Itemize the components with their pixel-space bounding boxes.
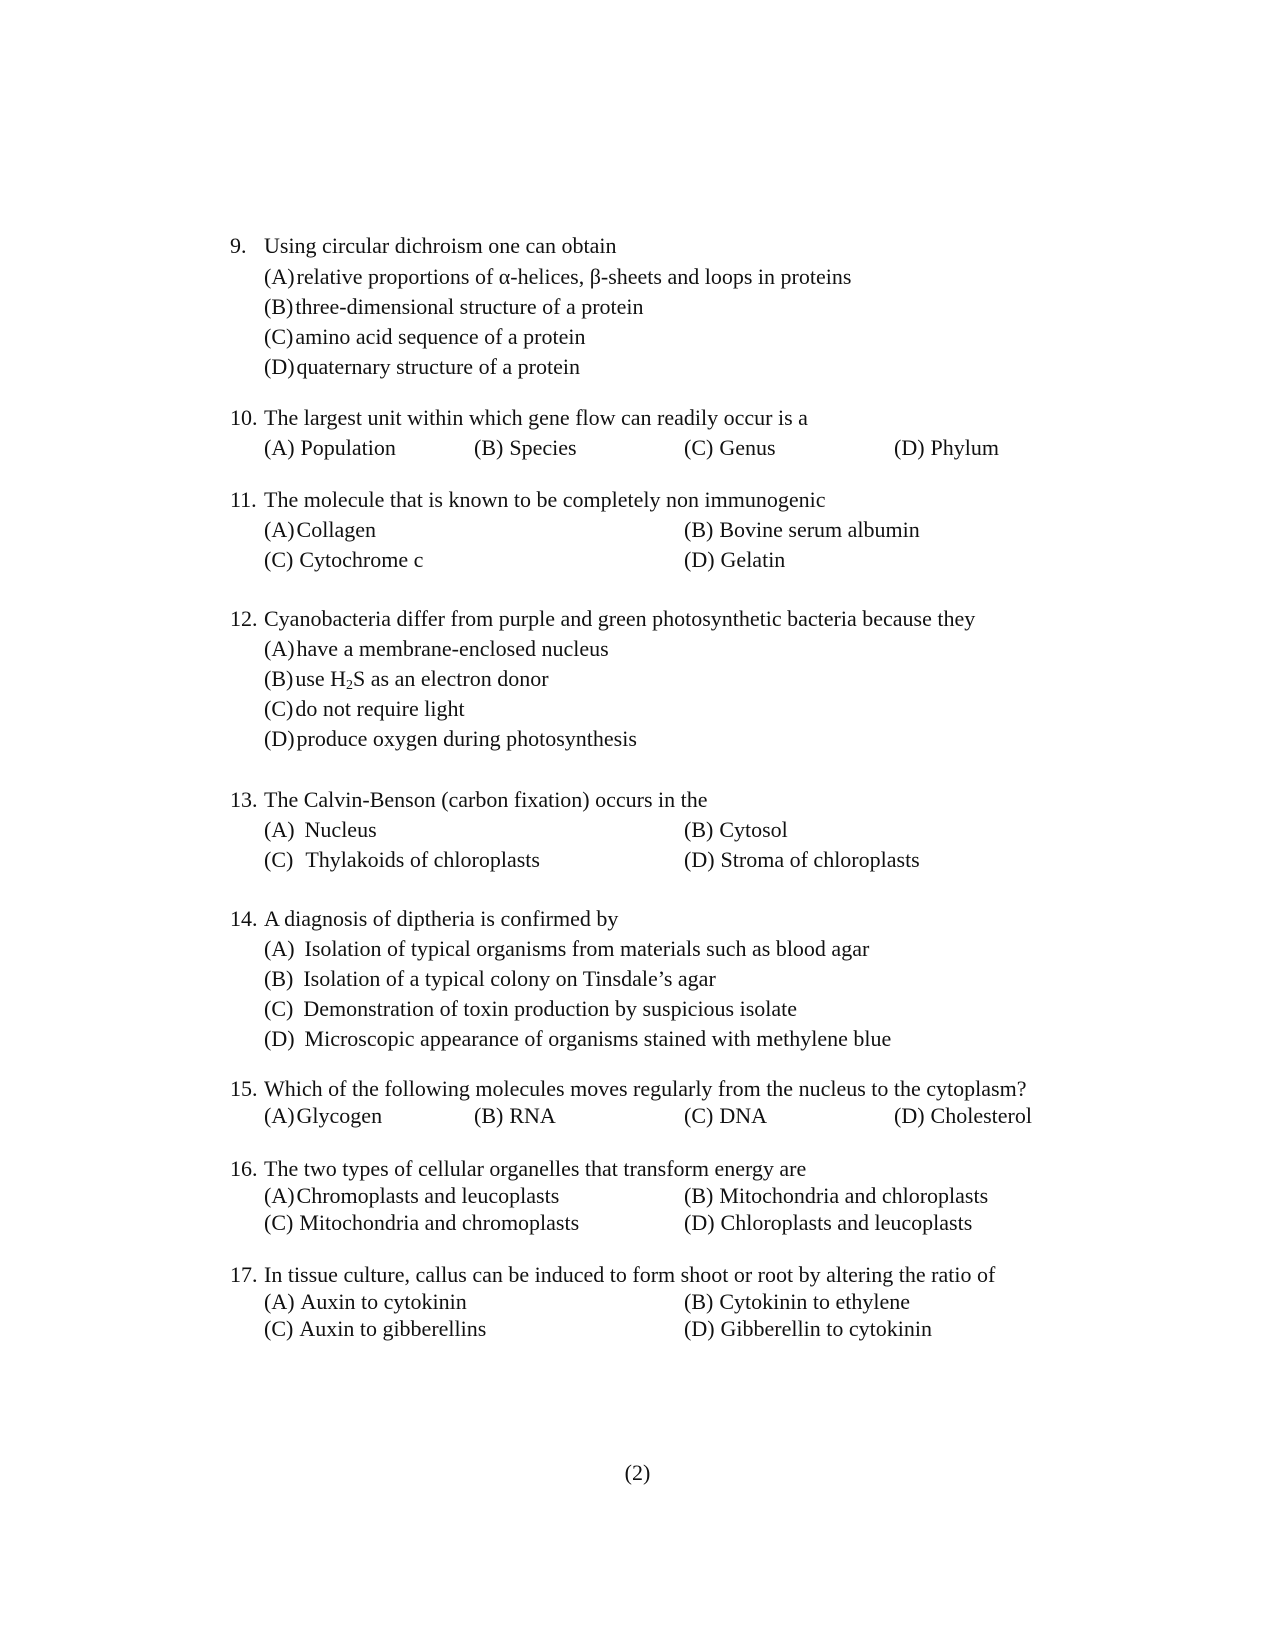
option-a bbox=[264, 936, 869, 962]
option-label: (B) bbox=[264, 966, 294, 991]
page-number: (2) bbox=[624, 1460, 651, 1485]
option-text: Auxin to cytokinin bbox=[300, 1289, 467, 1314]
question-number: 10. bbox=[230, 405, 258, 430]
option-text: Gibberellin to cytokinin bbox=[720, 1316, 932, 1341]
option-label: (D) bbox=[264, 354, 295, 379]
option-label: (D) bbox=[684, 1210, 715, 1235]
option-text: Auxin to gibberellins bbox=[299, 1316, 487, 1341]
option-label: (B) bbox=[684, 1289, 714, 1314]
option-b bbox=[264, 966, 716, 992]
option-a bbox=[264, 264, 851, 290]
option-a bbox=[264, 435, 396, 461]
option-a bbox=[264, 1289, 467, 1315]
question-number: 16. bbox=[230, 1156, 258, 1181]
option-text: Chloroplasts and leucoplasts bbox=[720, 1210, 973, 1235]
option-text: Thylakoids of chloroplasts bbox=[305, 847, 540, 872]
option-d bbox=[684, 1316, 932, 1342]
option-text: Genus bbox=[719, 435, 776, 460]
option-text: Stroma of chloroplasts bbox=[720, 847, 920, 872]
option-text: Nucleus bbox=[304, 817, 377, 842]
option-label: (C) bbox=[264, 996, 294, 1021]
option-label: (C) bbox=[264, 696, 294, 721]
option-a bbox=[264, 1103, 382, 1129]
option-label: (B) bbox=[474, 1103, 504, 1128]
option-b bbox=[474, 435, 577, 461]
question-number: 15. bbox=[230, 1076, 258, 1101]
option-label: (C) bbox=[684, 435, 714, 460]
option-d bbox=[894, 435, 999, 461]
option-a bbox=[264, 1183, 559, 1209]
question-stem: The molecule that is known to be completely non immunogenic bbox=[264, 487, 826, 512]
option-label: (C) bbox=[264, 1210, 294, 1235]
option-c bbox=[264, 847, 540, 873]
option-text: Collagen bbox=[296, 517, 376, 542]
question-number: 9. bbox=[230, 233, 247, 258]
question-number: 14. bbox=[230, 906, 258, 931]
option-label: (D) bbox=[264, 726, 295, 751]
option-text: Cholesterol bbox=[930, 1103, 1032, 1128]
option-d bbox=[684, 547, 785, 573]
option-d bbox=[264, 726, 637, 752]
option-label: (A) bbox=[264, 636, 295, 661]
option-d bbox=[684, 1210, 972, 1236]
option-text: Species bbox=[509, 435, 577, 460]
option-text-post: S as an electron donor bbox=[353, 666, 549, 691]
option-label: (B) bbox=[684, 817, 714, 842]
option-d bbox=[684, 847, 920, 873]
option-label: (C) bbox=[264, 324, 294, 349]
option-c bbox=[264, 1210, 579, 1236]
option-label: (A) bbox=[264, 1183, 295, 1208]
option-label: (A) bbox=[264, 1289, 295, 1314]
option-text: Mitochondria and chloroplasts bbox=[719, 1183, 989, 1208]
option-text: produce oxygen during photosynthesis bbox=[296, 726, 637, 751]
option-label: (C) bbox=[264, 547, 294, 572]
option-a bbox=[264, 517, 376, 543]
option-b bbox=[684, 1289, 910, 1315]
option-b bbox=[264, 294, 644, 320]
option-text: Glycogen bbox=[296, 1103, 383, 1128]
option-text: do not require light bbox=[295, 696, 465, 721]
question-stem: The Calvin-Benson (carbon fixation) occurs in the bbox=[264, 787, 708, 812]
option-label: (B) bbox=[684, 1183, 714, 1208]
option-label: (C) bbox=[684, 1103, 714, 1128]
option-text: Cytosol bbox=[719, 817, 788, 842]
option-text: Bovine serum albumin bbox=[719, 517, 920, 542]
option-b bbox=[474, 1103, 556, 1129]
option-label: (A) bbox=[264, 264, 295, 289]
option-text: Demonstration of toxin production by suspicious isolate bbox=[303, 996, 798, 1021]
option-c bbox=[264, 696, 465, 722]
option-d bbox=[894, 1103, 1032, 1129]
option-text: have a membrane-enclosed nucleus bbox=[296, 636, 609, 661]
option-text: Phylum bbox=[930, 435, 1000, 460]
option-b bbox=[684, 1183, 988, 1209]
option-c bbox=[684, 1103, 767, 1129]
option-d bbox=[264, 354, 580, 380]
option-label: (D) bbox=[264, 1026, 295, 1051]
option-b bbox=[684, 517, 920, 543]
option-label: (A) bbox=[264, 817, 295, 842]
question-stem: Which of the following molecules moves regularly from the nucleus to the cytoplasm? bbox=[264, 1076, 1027, 1101]
option-text: Isolation of a typical colony on Tinsdale’s agar bbox=[303, 966, 716, 991]
option-label: (C) bbox=[264, 1316, 294, 1341]
option-text: Cytokinin to ethylene bbox=[719, 1289, 910, 1314]
question-stem: In tissue culture, callus can be induced to form shoot or root by altering the ratio of bbox=[264, 1262, 996, 1287]
option-label: (D) bbox=[684, 847, 715, 872]
option-d bbox=[264, 1026, 891, 1052]
option-c bbox=[264, 324, 586, 350]
option-text: relative proportions of α-helices, β-sheets and loops in proteins bbox=[296, 264, 852, 289]
option-c bbox=[264, 1316, 486, 1342]
question-number: 13. bbox=[230, 787, 258, 812]
option-label: (D) bbox=[684, 1316, 715, 1341]
option-a bbox=[264, 817, 377, 843]
option-text: Mitochondria and chromoplasts bbox=[299, 1210, 580, 1235]
option-label: (B) bbox=[264, 666, 294, 691]
option-text bbox=[295, 666, 548, 692]
option-text: Gelatin bbox=[720, 547, 786, 572]
question-number: 17. bbox=[230, 1262, 258, 1287]
question-stem: A diagnosis of diptheria is confirmed by bbox=[264, 906, 619, 931]
option-c bbox=[264, 996, 797, 1022]
option-a bbox=[264, 636, 609, 662]
option-text: DNA bbox=[719, 1103, 767, 1128]
option-label: (D) bbox=[894, 1103, 925, 1128]
question-number: 12. bbox=[230, 606, 258, 631]
question-stem: The two types of cellular organelles that transform energy are bbox=[264, 1156, 807, 1181]
subscript: 2 bbox=[346, 678, 354, 693]
option-text-pre: use H bbox=[295, 666, 347, 691]
option-label: (C) bbox=[264, 847, 294, 872]
option-b bbox=[684, 817, 788, 843]
question-stem: Using circular dichroism one can obtain bbox=[264, 233, 617, 258]
option-label: (B) bbox=[474, 435, 504, 460]
option-text: Population bbox=[300, 435, 396, 460]
option-text: Isolation of typical organisms from materials such as blood agar bbox=[304, 936, 870, 961]
option-label: (A) bbox=[264, 517, 295, 542]
option-text: amino acid sequence of a protein bbox=[295, 324, 586, 349]
question-number: 11. bbox=[230, 487, 257, 512]
option-text: quaternary structure of a protein bbox=[296, 354, 580, 379]
option-text: three-dimensional structure of a protein bbox=[295, 294, 644, 319]
option-c bbox=[684, 435, 776, 461]
option-c bbox=[264, 547, 423, 573]
question-stem: Cyanobacteria differ from purple and green photosynthetic bacteria because they bbox=[264, 606, 976, 631]
option-label: (A) bbox=[264, 1103, 295, 1128]
option-label: (A) bbox=[264, 936, 295, 961]
option-text: RNA bbox=[509, 1103, 556, 1128]
option-label: (B) bbox=[684, 517, 714, 542]
option-text: Cytochrome c bbox=[299, 547, 424, 572]
option-text: Chromoplasts and leucoplasts bbox=[296, 1183, 560, 1208]
option-label: (B) bbox=[264, 294, 294, 319]
question-stem: The largest unit within which gene flow can readily occur is a bbox=[264, 405, 808, 430]
option-label: (D) bbox=[684, 547, 715, 572]
option-b bbox=[264, 666, 549, 692]
option-label: (D) bbox=[894, 435, 925, 460]
option-text: Microscopic appearance of organisms stained with methylene blue bbox=[304, 1026, 892, 1051]
option-label: (A) bbox=[264, 435, 295, 460]
